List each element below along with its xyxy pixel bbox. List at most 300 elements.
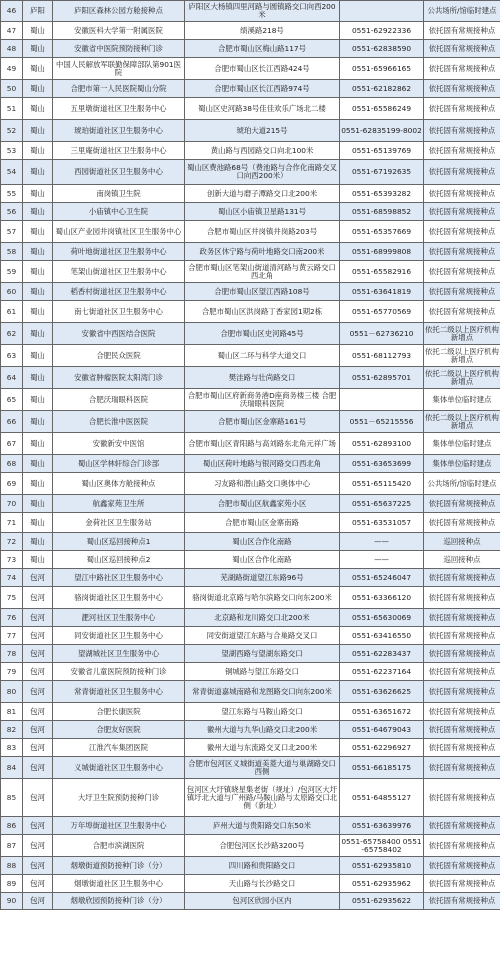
site-name-cell: 江淮汽车集团医院 [53, 739, 185, 757]
site-name-cell: 稻香村街道社区卫生服务中心 [53, 283, 185, 301]
row-number: 51 [1, 98, 23, 120]
table-row [1, 835, 500, 857]
row-number: 83 [1, 739, 23, 757]
address-cell: 铜城路与望江东路交口 [185, 663, 340, 681]
site-name-cell: 蜀山区奥体方舱接种点 [53, 473, 185, 495]
site-type-cell: 依托固有常规接种点 [424, 243, 500, 261]
site-type-cell: 依托固有常规接种点 [424, 875, 500, 893]
phone-cell: 0551-63641819 [340, 283, 424, 301]
table-row [1, 411, 500, 433]
address-cell: 徽州大道与九华山路交口北200米 [185, 721, 340, 739]
site-name-cell: 淝河社区卫生服务中心 [53, 609, 185, 627]
table-body [1, 1, 500, 910]
phone-cell: 0551-65770569 [340, 301, 424, 323]
site-name-cell: 安徽新安中医馆 [53, 433, 185, 455]
address-cell: 合肥市蜀山区笔架山街道清河路与黄云路交口西北角 [185, 261, 340, 283]
site-name-cell: 大圩卫生院预防接种门诊 [53, 779, 185, 817]
table-row [1, 875, 500, 893]
phone-cell: 0551－62736210 [340, 323, 424, 345]
phone-cell: 0551-64855127 [340, 779, 424, 817]
district-cell: 蜀山 [23, 533, 53, 551]
site-type-cell: 依托固有常规接种点 [424, 779, 500, 817]
table-row [1, 367, 500, 389]
phone-cell [340, 1, 424, 22]
site-name-cell: 万年埠街道社区卫生服务中心 [53, 817, 185, 835]
phone-cell: 0551-62237164 [340, 663, 424, 681]
address-cell: 天山路与长沙路交口 [185, 875, 340, 893]
district-cell: 包河 [23, 587, 53, 609]
site-name-cell: 荷叶地街道社区卫生服务中心 [53, 243, 185, 261]
address-cell: 骆岗街道北京路与哈尔滨路交口向东200米 [185, 587, 340, 609]
site-name-cell: 合肥民众医院 [53, 345, 185, 367]
row-number: 80 [1, 681, 23, 703]
row-number: 64 [1, 367, 23, 389]
site-name-cell: 南七街道社区卫生服务中心 [53, 301, 185, 323]
phone-cell: 0551-65357669 [340, 221, 424, 243]
district-cell: 蜀山 [23, 367, 53, 389]
district-cell: 蜀山 [23, 120, 53, 142]
table-row [1, 663, 500, 681]
address-cell: 蜀山区合作化南路 [185, 533, 340, 551]
row-number: 87 [1, 835, 23, 857]
table-row [1, 817, 500, 835]
site-name-cell: 蜀山区巡回接种点1 [53, 533, 185, 551]
phone-cell: 0551-62283437 [340, 645, 424, 663]
phone-cell: 0551-66185175 [340, 757, 424, 779]
site-name-cell: 义城街道社区卫生服务中心 [53, 757, 185, 779]
row-number: 81 [1, 703, 23, 721]
district-cell: 蜀山 [23, 98, 53, 120]
district-cell: 包河 [23, 609, 53, 627]
table-row [1, 703, 500, 721]
phone-cell: 0551-63531057 [340, 513, 424, 533]
district-cell: 蜀山 [23, 243, 53, 261]
district-cell: 包河 [23, 663, 53, 681]
address-cell: 合肥市蜀山区梅山路117号 [185, 40, 340, 58]
site-name-cell: 同安街道社区卫生服务中心 [53, 627, 185, 645]
address-cell: 望江东路与马鞍山路交口 [185, 703, 340, 721]
phone-cell: 0551-62838590 [340, 40, 424, 58]
site-type-cell: 依托固有常规接种点 [424, 893, 500, 910]
table-row [1, 473, 500, 495]
site-name-cell: 烟墩街道社区卫生服务中心 [53, 875, 185, 893]
site-name-cell: 烟墩街道预防接种门诊（分） [53, 857, 185, 875]
phone-cell: 0551-62935962 [340, 875, 424, 893]
district-cell: 包河 [23, 779, 53, 817]
district-cell: 蜀山 [23, 22, 53, 40]
district-cell: 蜀山 [23, 551, 53, 569]
phone-cell: 0551-62182862 [340, 80, 424, 98]
site-type-cell: 依托固有常规接种点 [424, 681, 500, 703]
address-cell: 合肥市包河区义城街道美菱大道与巢湖路交口西侧 [185, 757, 340, 779]
phone-cell: 0551-64679043 [340, 721, 424, 739]
table-row [1, 22, 500, 40]
address-cell: 合肥市蜀山区金寨南路 [185, 513, 340, 533]
phone-cell: 0551-63416550 [340, 627, 424, 645]
district-cell: 蜀山 [23, 455, 53, 473]
site-type-cell: 依托固有常规接种点 [424, 721, 500, 739]
address-cell: 合肥市蜀山区井岗镇井岗路203号 [185, 221, 340, 243]
table-row [1, 495, 500, 513]
table-row [1, 160, 500, 185]
site-type-cell: 集体单位临时建点 [424, 389, 500, 411]
table-row [1, 301, 500, 323]
site-name-cell: 三里庵街道社区卫生服务中心 [53, 142, 185, 160]
address-cell: 庐阳区大杨镇四里河路与圆镇路交口向西200米 [185, 1, 340, 22]
row-number: 58 [1, 243, 23, 261]
table-row [1, 513, 500, 533]
phone-cell: 0551-65582916 [340, 261, 424, 283]
site-type-cell: 依托固有常规接种点 [424, 80, 500, 98]
table-row [1, 283, 500, 301]
table-row [1, 1, 500, 22]
address-cell: 蜀山区合作化南路 [185, 551, 340, 569]
district-cell: 蜀山 [23, 433, 53, 455]
district-cell: 蜀山 [23, 261, 53, 283]
site-name-cell: 蜀山区产业园井岗镇社区卫生服务中心 [53, 221, 185, 243]
site-type-cell: 依托固有常规接种点 [424, 22, 500, 40]
district-cell: 蜀山 [23, 389, 53, 411]
address-cell: 合肥市蜀山区望江西路108号 [185, 283, 340, 301]
site-name-cell: 中国人民解放军联勤保障部队第901医院 [53, 58, 185, 80]
district-cell: 蜀山 [23, 323, 53, 345]
phone-cell: 0551-63639976 [340, 817, 424, 835]
table-row [1, 533, 500, 551]
row-number: 63 [1, 345, 23, 367]
site-name-cell: 琥珀街道社区卫生服务中心 [53, 120, 185, 142]
phone-cell [340, 389, 424, 411]
site-name-cell: 烟墩欣园预防接种门诊（分） [53, 893, 185, 910]
address-cell: 蜀山区史河路38号佳佳欢乐广场北二楼 [185, 98, 340, 120]
phone-cell: 0551-68112793 [340, 345, 424, 367]
site-type-cell: 依托固有常规接种点 [424, 739, 500, 757]
site-name-cell: 安徽省肿瘤医院太阳湾门诊 [53, 367, 185, 389]
address-cell: 合肥市蜀山区府新商务港D座商务楼三楼 合肥沃瑞眼科医院 [185, 389, 340, 411]
site-type-cell: 依托固有常规接种点 [424, 98, 500, 120]
row-number: 57 [1, 221, 23, 243]
site-type-cell: 公共场所/馆临时建点 [424, 473, 500, 495]
site-type-cell: 依托固有常规接种点 [424, 283, 500, 301]
site-name-cell: 庐阳区森林公园方舱接种点 [53, 1, 185, 22]
address-cell: 芜湖路街道望江东路96号 [185, 569, 340, 587]
address-cell: 望湖西路与望湖东路交口 [185, 645, 340, 663]
address-cell: 同安街道望江东路与合巢路交叉口 [185, 627, 340, 645]
row-number: 60 [1, 283, 23, 301]
row-number: 82 [1, 721, 23, 739]
table-row [1, 243, 500, 261]
address-cell: 常青街道嘉城南路和龙图路交口向东200米 [185, 681, 340, 703]
table-row [1, 261, 500, 283]
row-number: 78 [1, 645, 23, 663]
site-name-cell: 小庙镇中心卫生院 [53, 203, 185, 221]
site-type-cell: 依托固有常规接种点 [424, 301, 500, 323]
site-type-cell: 依托固有常规接种点 [424, 757, 500, 779]
site-type-cell: 公共场所/馆临时建点 [424, 1, 500, 22]
district-cell: 蜀山 [23, 345, 53, 367]
site-name-cell: 蜀山区学林轩综合门诊部 [53, 455, 185, 473]
table-row [1, 681, 500, 703]
address-cell: 徽州大道与东流路交叉口北200米 [185, 739, 340, 757]
site-type-cell: 依托固有常规接种点 [424, 513, 500, 533]
district-cell: 蜀山 [23, 80, 53, 98]
site-type-cell: 依托固有常规接种点 [424, 203, 500, 221]
phone-cell: 0551-62835199-8002 [340, 120, 424, 142]
district-cell: 蜀山 [23, 473, 53, 495]
phone-cell: 0551-65586249 [340, 98, 424, 120]
table-row [1, 98, 500, 120]
district-cell: 包河 [23, 835, 53, 857]
table-row [1, 739, 500, 757]
address-cell: 黄山路与西园路交口向北100米 [185, 142, 340, 160]
table-row [1, 58, 500, 80]
site-name-cell: 安徽省中医院预防接种门诊 [53, 40, 185, 58]
row-number: 46 [1, 1, 23, 22]
site-name-cell: 望湖城社区卫生服务中心 [53, 645, 185, 663]
row-number: 65 [1, 389, 23, 411]
site-name-cell: 安徽省儿童医院预防接种门诊 [53, 663, 185, 681]
phone-cell: 0551-65139769 [340, 142, 424, 160]
site-type-cell: 依托固有常规接种点 [424, 221, 500, 243]
row-number: 52 [1, 120, 23, 142]
table-row [1, 779, 500, 817]
district-cell: 蜀山 [23, 283, 53, 301]
site-name-cell: 望江中路社区卫生服务中心 [53, 569, 185, 587]
site-type-cell: 依托固有常规接种点 [424, 587, 500, 609]
address-cell: 合肥市蜀山区长江西路974号 [185, 80, 340, 98]
site-name-cell: 骆岗街道社区卫生服务中心 [53, 587, 185, 609]
phone-cell: 0551-63653699 [340, 455, 424, 473]
phone-cell: 0551-62922336 [340, 22, 424, 40]
district-cell: 蜀山 [23, 221, 53, 243]
address-cell: 北京路和龙川路交口北200米 [185, 609, 340, 627]
table-row [1, 893, 500, 910]
row-number: 48 [1, 40, 23, 58]
row-number: 89 [1, 875, 23, 893]
address-cell: 樊洼路与壮尚路交口 [185, 367, 340, 389]
phone-cell: 0551-62895701 [340, 367, 424, 389]
row-number: 69 [1, 473, 23, 495]
site-type-cell: 依托固有常规接种点 [424, 703, 500, 721]
table-row [1, 80, 500, 98]
district-cell: 蜀山 [23, 58, 53, 80]
row-number: 77 [1, 627, 23, 645]
district-cell: 包河 [23, 893, 53, 910]
phone-cell: 0551-65246047 [340, 569, 424, 587]
site-name-cell: 五里墩街道社区卫生服务中心 [53, 98, 185, 120]
address-cell: 合肥市蜀山区长江西路424号 [185, 58, 340, 80]
row-number: 56 [1, 203, 23, 221]
table-row [1, 455, 500, 473]
site-type-cell: 依托固有常规接种点 [424, 58, 500, 80]
site-name-cell: 笔架山街道社区卫生服务中心 [53, 261, 185, 283]
address-cell: 包河区大圩镇晓星集老街（规址）/包河区大圩镇圩北大道与广州路/马鞍山路与太原路交口北侧（新址） [185, 779, 340, 817]
table-row [1, 433, 500, 455]
table-row [1, 120, 500, 142]
address-cell: 四川路和贵阳路交口 [185, 857, 340, 875]
address-cell: 蜀山区小庙镇卫星路131号 [185, 203, 340, 221]
table-row [1, 323, 500, 345]
row-number: 61 [1, 301, 23, 323]
site-type-cell: 依托二级以上医疗机构新增点 [424, 411, 500, 433]
site-name-cell: 合肥市第一人民医院蜀山分院 [53, 80, 185, 98]
address-cell: 绩溪路218号 [185, 22, 340, 40]
table-row [1, 185, 500, 203]
address-cell: 蜀山区荷叶地路与银河路交口西北角 [185, 455, 340, 473]
phone-cell: 0551-62935810 [340, 857, 424, 875]
address-cell: 创新大道与磨子潭路交口北200米 [185, 185, 340, 203]
district-cell: 包河 [23, 857, 53, 875]
address-cell: 合肥市蜀山区航鑫家苑小区 [185, 495, 340, 513]
row-number: 53 [1, 142, 23, 160]
phone-cell: 0551-63366120 [340, 587, 424, 609]
row-number: 79 [1, 663, 23, 681]
table-row [1, 389, 500, 411]
table-row [1, 645, 500, 663]
row-number: 62 [1, 323, 23, 345]
district-cell: 蜀山 [23, 495, 53, 513]
table-row [1, 721, 500, 739]
table-row [1, 203, 500, 221]
address-cell: 习友路和潜山路交口奥体中心 [185, 473, 340, 495]
district-cell: 包河 [23, 817, 53, 835]
site-type-cell: 依托固有常规接种点 [424, 120, 500, 142]
address-cell: 合肥市蜀山区青阳路与高刘路东北角元祥广场 [185, 433, 340, 455]
row-number: 86 [1, 817, 23, 835]
row-number: 84 [1, 757, 23, 779]
site-type-cell: 依托固有常规接种点 [424, 142, 500, 160]
district-cell: 包河 [23, 703, 53, 721]
site-type-cell: 依托固有常规接种点 [424, 663, 500, 681]
site-name-cell: 合肥市滨湖医院 [53, 835, 185, 857]
site-name-cell: 常青街道社区卫生服务中心 [53, 681, 185, 703]
phone-cell: 0551-68999808 [340, 243, 424, 261]
table-row [1, 551, 500, 569]
site-name-cell: 航鑫家苑卫生所 [53, 495, 185, 513]
site-name-cell: 合肥长康医院 [53, 703, 185, 721]
row-number: 59 [1, 261, 23, 283]
address-cell: 合肥市蜀山区洪岗路丁香家园1期2栋 [185, 301, 340, 323]
site-type-cell: 依托固有常规接种点 [424, 261, 500, 283]
district-cell: 蜀山 [23, 203, 53, 221]
address-cell: 蜀山区二环与科学大道交口 [185, 345, 340, 367]
row-number: 75 [1, 587, 23, 609]
district-cell: 蜀山 [23, 513, 53, 533]
phone-cell: —— [340, 551, 424, 569]
district-cell: 包河 [23, 569, 53, 587]
row-number: 54 [1, 160, 23, 185]
district-cell: 包河 [23, 757, 53, 779]
phone-cell: 0551-65115420 [340, 473, 424, 495]
address-cell: 琥珀大道215号 [185, 120, 340, 142]
district-cell: 蜀山 [23, 301, 53, 323]
address-cell: 蜀山区费池路68号（费池路与合作化南路交叉口向西200米） [185, 160, 340, 185]
site-name-cell: 南岗镇卫生院 [53, 185, 185, 203]
row-number: 49 [1, 58, 23, 80]
table-row [1, 345, 500, 367]
table-row [1, 627, 500, 645]
site-name-cell: 合肥沃瑞眼科医院 [53, 389, 185, 411]
address-cell: 合肥市蜀山区史河路45号 [185, 323, 340, 345]
phone-cell: 0551－65215556 [340, 411, 424, 433]
address-cell: 政务区休宁路与荷叶地路交口南200米 [185, 243, 340, 261]
site-type-cell: 依托二级以上医疗机构新增点 [424, 345, 500, 367]
table-row [1, 857, 500, 875]
site-name-cell: 金荷社区卫生服务站 [53, 513, 185, 533]
row-number: 74 [1, 569, 23, 587]
address-cell: 包河区欣园小区内 [185, 893, 340, 910]
district-cell: 包河 [23, 645, 53, 663]
phone-cell: 0551-65758400 0551-65758402 [340, 835, 424, 857]
phone-cell: 0551-62296927 [340, 739, 424, 757]
row-number: 68 [1, 455, 23, 473]
phone-cell: 0551-65966165 [340, 58, 424, 80]
site-type-cell: 依托二级以上医疗机构新增点 [424, 323, 500, 345]
row-number: 71 [1, 513, 23, 533]
site-type-cell: 巡回接种点 [424, 533, 500, 551]
site-type-cell: 依托固有常规接种点 [424, 609, 500, 627]
site-type-cell: 依托固有常规接种点 [424, 569, 500, 587]
row-number: 85 [1, 779, 23, 817]
row-number: 47 [1, 22, 23, 40]
table-row [1, 40, 500, 58]
table-row [1, 757, 500, 779]
table-row [1, 609, 500, 627]
address-cell: 合肥包河区长沙路3200号 [185, 835, 340, 857]
phone-cell: 0551-65630069 [340, 609, 424, 627]
phone-cell: 0551-63651672 [340, 703, 424, 721]
district-cell: 包河 [23, 739, 53, 757]
site-name-cell: 蜀山区巡回接种点2 [53, 551, 185, 569]
phone-cell: 0551-67192635 [340, 160, 424, 185]
district-cell: 包河 [23, 721, 53, 739]
district-cell: 蜀山 [23, 185, 53, 203]
table-row [1, 569, 500, 587]
phone-cell: —— [340, 533, 424, 551]
district-cell: 蜀山 [23, 411, 53, 433]
site-type-cell: 依托固有常规接种点 [424, 627, 500, 645]
site-name-cell: 安徽医科大学第一附属医院 [53, 22, 185, 40]
table-row [1, 587, 500, 609]
phone-cell: 0551-63626625 [340, 681, 424, 703]
row-number: 50 [1, 80, 23, 98]
row-number: 88 [1, 857, 23, 875]
district-cell: 蜀山 [23, 160, 53, 185]
site-type-cell: 集体单位临时建点 [424, 455, 500, 473]
row-number: 66 [1, 411, 23, 433]
row-number: 72 [1, 533, 23, 551]
district-cell: 包河 [23, 627, 53, 645]
site-type-cell: 依托固有常规接种点 [424, 817, 500, 835]
row-number: 90 [1, 893, 23, 910]
table-row [1, 142, 500, 160]
site-type-cell: 依托固有常规接种点 [424, 857, 500, 875]
row-number: 73 [1, 551, 23, 569]
district-cell: 庐阳 [23, 1, 53, 22]
site-type-cell: 巡回接种点 [424, 551, 500, 569]
address-cell: 合肥市蜀山区金寨路161号 [185, 411, 340, 433]
site-name-cell: 西园街道社区卫生服务中心 [53, 160, 185, 185]
site-type-cell: 依托固有常规接种点 [424, 495, 500, 513]
site-type-cell: 依托固有常规接种点 [424, 40, 500, 58]
row-number: 67 [1, 433, 23, 455]
site-name-cell: 合肥长淮中医医院 [53, 411, 185, 433]
site-type-cell: 依托固有常规接种点 [424, 185, 500, 203]
row-number: 70 [1, 495, 23, 513]
phone-cell: 0551-65393282 [340, 185, 424, 203]
site-type-cell: 依托二级以上医疗机构新增点 [424, 367, 500, 389]
row-number: 55 [1, 185, 23, 203]
row-number: 76 [1, 609, 23, 627]
